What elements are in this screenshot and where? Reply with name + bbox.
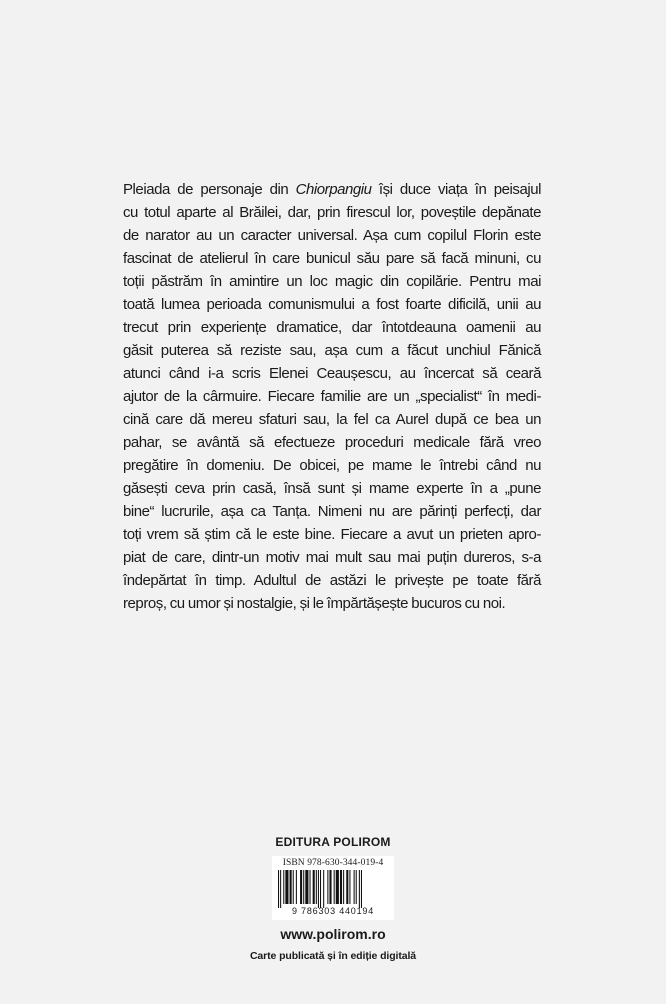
blurb-line: ajutor de la cârmuire. Fiecare familie are un „specialist“ în medi- bbox=[123, 388, 541, 405]
blurb-line bbox=[123, 178, 541, 201]
blurb-line: pahar, se avântă să efectueze proceduri medicale fără vreo bbox=[123, 434, 541, 451]
blurb-line: îndepărtat în timp. Adultul de astăzi le privește pe toate fără bbox=[123, 572, 541, 589]
digital-edition-note: Carte publicată și în ediție digitală bbox=[249, 950, 417, 962]
blurb-line: toți vrem să știm că le este bine. Fiecare a avut un prieten apro- bbox=[123, 526, 541, 543]
blurb-line: atunci când i-a scris Elenei Ceaușescu, au încercat să ceară bbox=[123, 365, 541, 382]
isbn-label: ISBN 978-630-344-019-4 bbox=[282, 858, 384, 868]
blurb-line: reproș, cu umor și nostalgie, și le împărtășește bucuros cu noi. bbox=[123, 595, 506, 612]
blurb-line: fascinat de atelierul în care bunicul său pare să facă minuni, cu bbox=[123, 250, 541, 267]
blurb-line: găsit puterea să reziste sau, așa cum a făcut unchiul Fănică bbox=[123, 342, 541, 359]
barcode-number: 9 786303 440194 bbox=[291, 906, 375, 916]
blurb-line: piat de care, dintr-un motiv mai mult sau mai puțin dureros, s-a bbox=[123, 549, 541, 566]
barcode-icon bbox=[276, 870, 390, 910]
blurb-line: toții păstrăm în amintire un loc magic din copilărie. Pentru mai bbox=[123, 273, 541, 290]
book-title: Chiorpangiu bbox=[295, 181, 372, 198]
isbn-barcode bbox=[272, 856, 394, 920]
cover-blurb bbox=[123, 178, 541, 615]
blurb-line: cu totul aparte al Brăilei, dar, prin firescul lor, poveștile depănate bbox=[123, 204, 541, 221]
blurb-line-text: își duce viața în peisajul bbox=[371, 181, 541, 198]
publisher-website: www.polirom.ro bbox=[280, 926, 386, 942]
blurb-line: pregătire în domeniu. De obicei, pe mame le întrebi când nu bbox=[123, 457, 541, 474]
blurb-line-text: Pleiada de personaje din bbox=[123, 181, 296, 198]
blurb-line: cină care dă mereu sfaturi sau, la fel ca Aurel după ce bea un bbox=[123, 411, 541, 428]
blurb-line: găsești ceva prin casă, însă sunt și mame experte în a „pune bbox=[123, 480, 541, 497]
publisher-name: EDITURA POLIROM bbox=[275, 835, 391, 849]
blurb-line: bine“ lucrurile, așa ca Tanța. Nimeni nu are părinți perfecți, dar bbox=[123, 503, 541, 520]
blurb-line: toată lumea perioada comunismului a fost foarte dificilă, unii au bbox=[123, 296, 541, 313]
blurb-line: trecut prin experiențe dramatice, dar întotdeauna oamenii au bbox=[123, 319, 541, 336]
blurb-line: de narator au un caracter universal. Așa cum copilul Florin este bbox=[123, 227, 541, 244]
